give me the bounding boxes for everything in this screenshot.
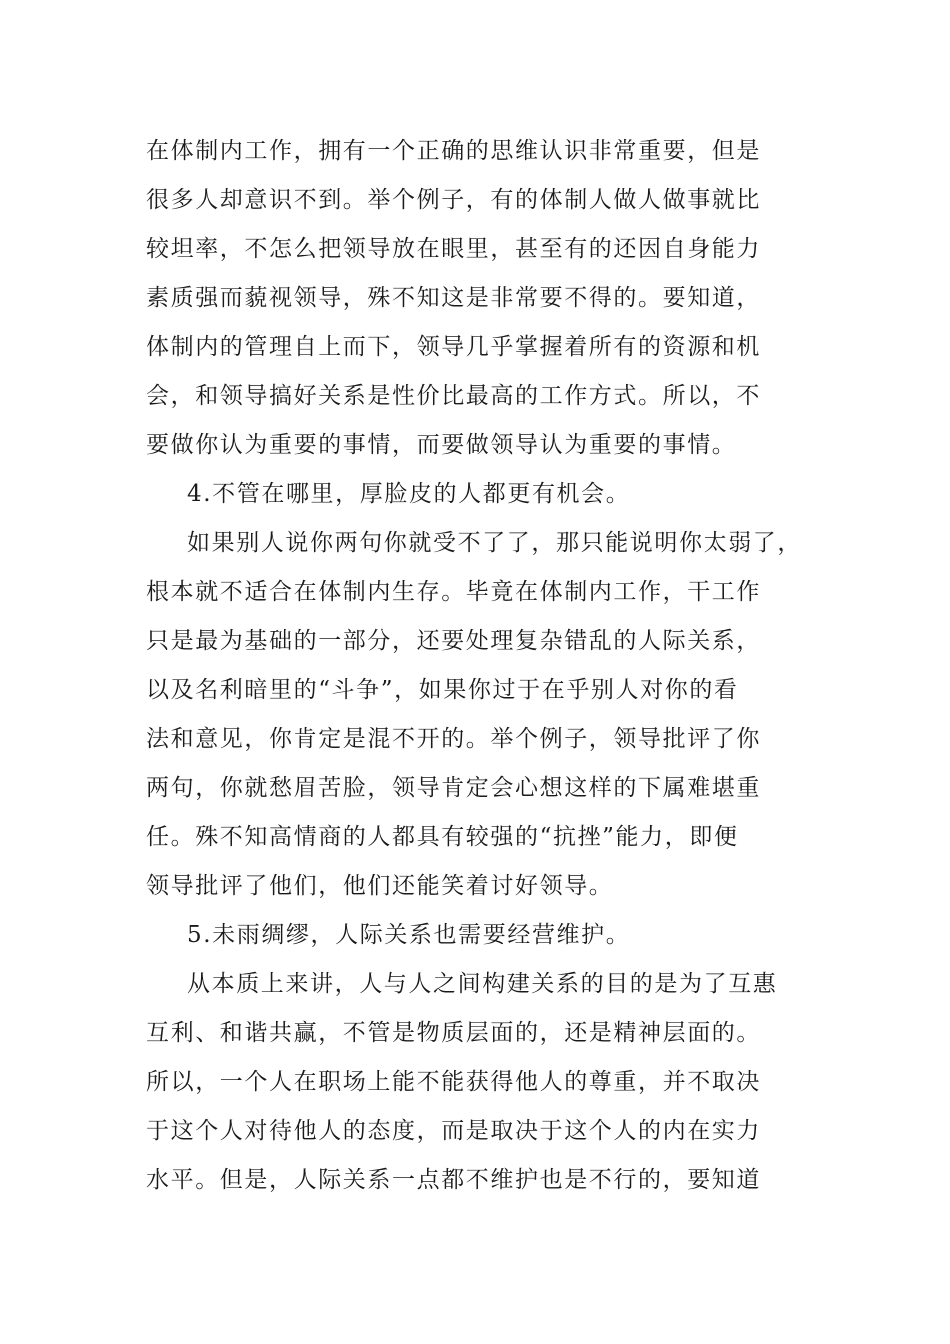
body-text-line: 于这个人对待他人的态度，而是取决于这个人的内在实力 [146, 1118, 761, 1144]
body-text-line: 领导批评了他们，他们还能笑着讨好领导。 [146, 873, 614, 899]
paragraph-start-line: 从本质上来讲，人与人之间构建关系的目的是为了互惠 [187, 971, 778, 997]
body-text-line: 水平。但是，人际关系一点都不维护也是不行的，要知道 [146, 1167, 761, 1193]
body-text-line: 会，和领导搞好关系是性价比最高的工作方式。所以，不 [146, 383, 761, 409]
section-heading-4: 4.不管在哪里，厚脸皮的人都更有机会。 [187, 481, 631, 507]
body-text-line: 要做你认为重要的事情，而要做领导认为重要的事情。 [146, 432, 737, 458]
body-text-line: 素质强而藐视领导，殊不知这是非常要不得的。要知道， [146, 285, 761, 311]
body-text-line: 任。殊不知高情商的人都具有较强的“抗挫”能力，即便 [146, 824, 739, 850]
section-heading-5: 5.未雨绸缪，人际关系也需要经营维护。 [187, 922, 631, 948]
body-text-line: 所以，一个人在职场上能不能获得他人的尊重，并不取决 [146, 1069, 761, 1095]
body-text-line: 体制内的管理自上而下，领导几乎掌握着所有的资源和机 [146, 334, 761, 360]
body-text-line: 很多人却意识不到。举个例子，有的体制人做人做事就比 [146, 187, 761, 213]
body-text-line: 两句，你就愁眉苦脸，领导肯定会心想这样的下属难堪重 [146, 775, 761, 801]
body-text-line: 根本就不适合在体制内生存。毕竟在体制内工作，干工作 [146, 579, 761, 605]
body-text-line: 较坦率，不怎么把领导放在眼里，甚至有的还因自身能力 [146, 236, 761, 262]
body-text-line: 法和意见，你肯定是混不开的。举个例子，领导批评了你 [146, 726, 761, 752]
document-body [146, 127, 814, 1205]
body-text-line: 以及名利暗里的“斗争”，如果你过于在乎别人对你的看 [146, 677, 739, 703]
body-text-line: 在体制内工作，拥有一个正确的思维认识非常重要，但是 [146, 138, 761, 164]
body-text-line: 只是最为基础的一部分，还要处理复杂错乱的人际关系， [146, 628, 761, 654]
paragraph-start-line: 如果别人说你两句你就受不了了，那只能说明你太弱了， [187, 530, 802, 556]
body-text-line: 互利、和谐共赢，不管是物质层面的，还是精神层面的。 [146, 1020, 761, 1046]
